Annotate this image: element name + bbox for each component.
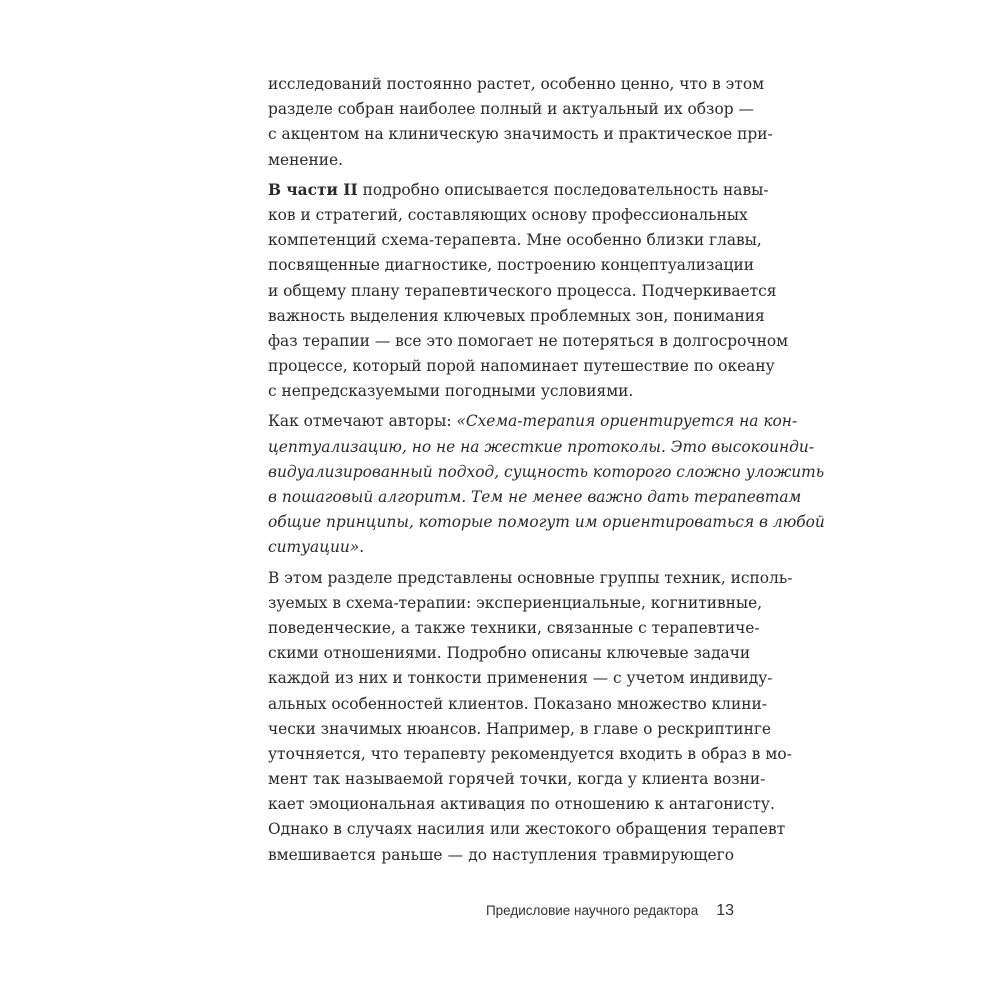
quote-line: видуализированный подход, сущность которого сложно уложить: [268, 462, 825, 481]
text-line: скими отношениями. Подробно описаны ключевые задачи: [268, 644, 751, 663]
text-line: посвященные диагностике, построению концептуализации: [268, 256, 754, 275]
text-line: с акцентом на клиническую значимость и практическое при-: [268, 125, 773, 144]
quote-line: в пошаговый алгоритм. Тем не менее важно дать терапевтам: [268, 488, 802, 506]
text-span: подробно описывается последовательность навы-: [357, 180, 769, 199]
text-line: каждой из них и тонкости применения — с учетом индивиду-: [268, 669, 773, 688]
text-line: Однако в случаях насилия или жестокого обращения терапевт: [268, 820, 786, 839]
text-span: Как отмечают авторы:: [268, 412, 457, 431]
text-line: ков и стратегий, составляющих основу профессиональных: [268, 205, 748, 224]
text-line: альных особенностей клиентов. Показано множество клини-: [268, 694, 767, 713]
text-line: кает эмоциональная активация по отношению к антагонисту.: [268, 795, 775, 814]
paragraph-4: [268, 566, 793, 868]
quote-span: «Схема-терапия ориентируется на кон-: [456, 412, 798, 431]
text-line: чески значимых нюансов. Например, в главе о рескриптинге: [268, 719, 771, 738]
text-line: исследований постоянно растет, особенно ценно, что в этом: [268, 75, 765, 93]
quote-line: ситуации».: [268, 538, 365, 557]
text-line: компетенций схема-терапевта. Мне особенно близки главы,: [268, 231, 762, 250]
page-number: 13: [716, 902, 734, 919]
text-line: разделе собран наиболее полный и актуальный их обзор —: [268, 100, 754, 119]
text-line: уточняется, что терапевту рекомендуется входить в образ в мо-: [268, 744, 792, 763]
text-line: важность выделения ключевых проблемных зон, понимания: [268, 306, 765, 325]
text-line: вмешивается раньше — до наступления травмирующего: [268, 845, 734, 864]
text-line: и общему плану терапевтического процесса. Подчеркивается: [268, 281, 777, 300]
quote-line: общие принципы, которые помогут им ориентироваться в любой: [268, 513, 825, 532]
quote-line: цептуализацию, но не на жесткие протоколы. Это высокоинди-: [268, 437, 815, 456]
text-line: [268, 178, 769, 203]
body-text: [268, 72, 825, 873]
paragraph-3-quote: [268, 409, 825, 560]
paragraph-1: [268, 72, 773, 173]
text-line: менение.: [268, 150, 343, 169]
text-line: [268, 409, 798, 434]
page-footer: [486, 902, 734, 920]
bold-lead: В части II: [268, 180, 358, 199]
text-line: мент так называемой горячей точки, когда у клиента возни-: [268, 770, 766, 789]
text-line: поведенческие, а также техники, связанные с терапевтиче-: [268, 618, 760, 637]
text-line: зуемых в схема-терапии: экспериенциальные, когнитивные,: [268, 593, 763, 612]
text-line: фаз терапии — все это помогает не потеряться в долгосрочном: [268, 331, 789, 350]
text-line: В этом разделе представлены основные группы техник, исполь-: [268, 568, 793, 587]
paragraph-2: [268, 178, 789, 405]
text-line: с непредсказуемыми погодными условиями.: [268, 382, 634, 401]
running-title: Предисловие научного редактора: [485, 903, 699, 918]
text-line: процессе, который порой напоминает путешествие по океану: [268, 357, 775, 376]
